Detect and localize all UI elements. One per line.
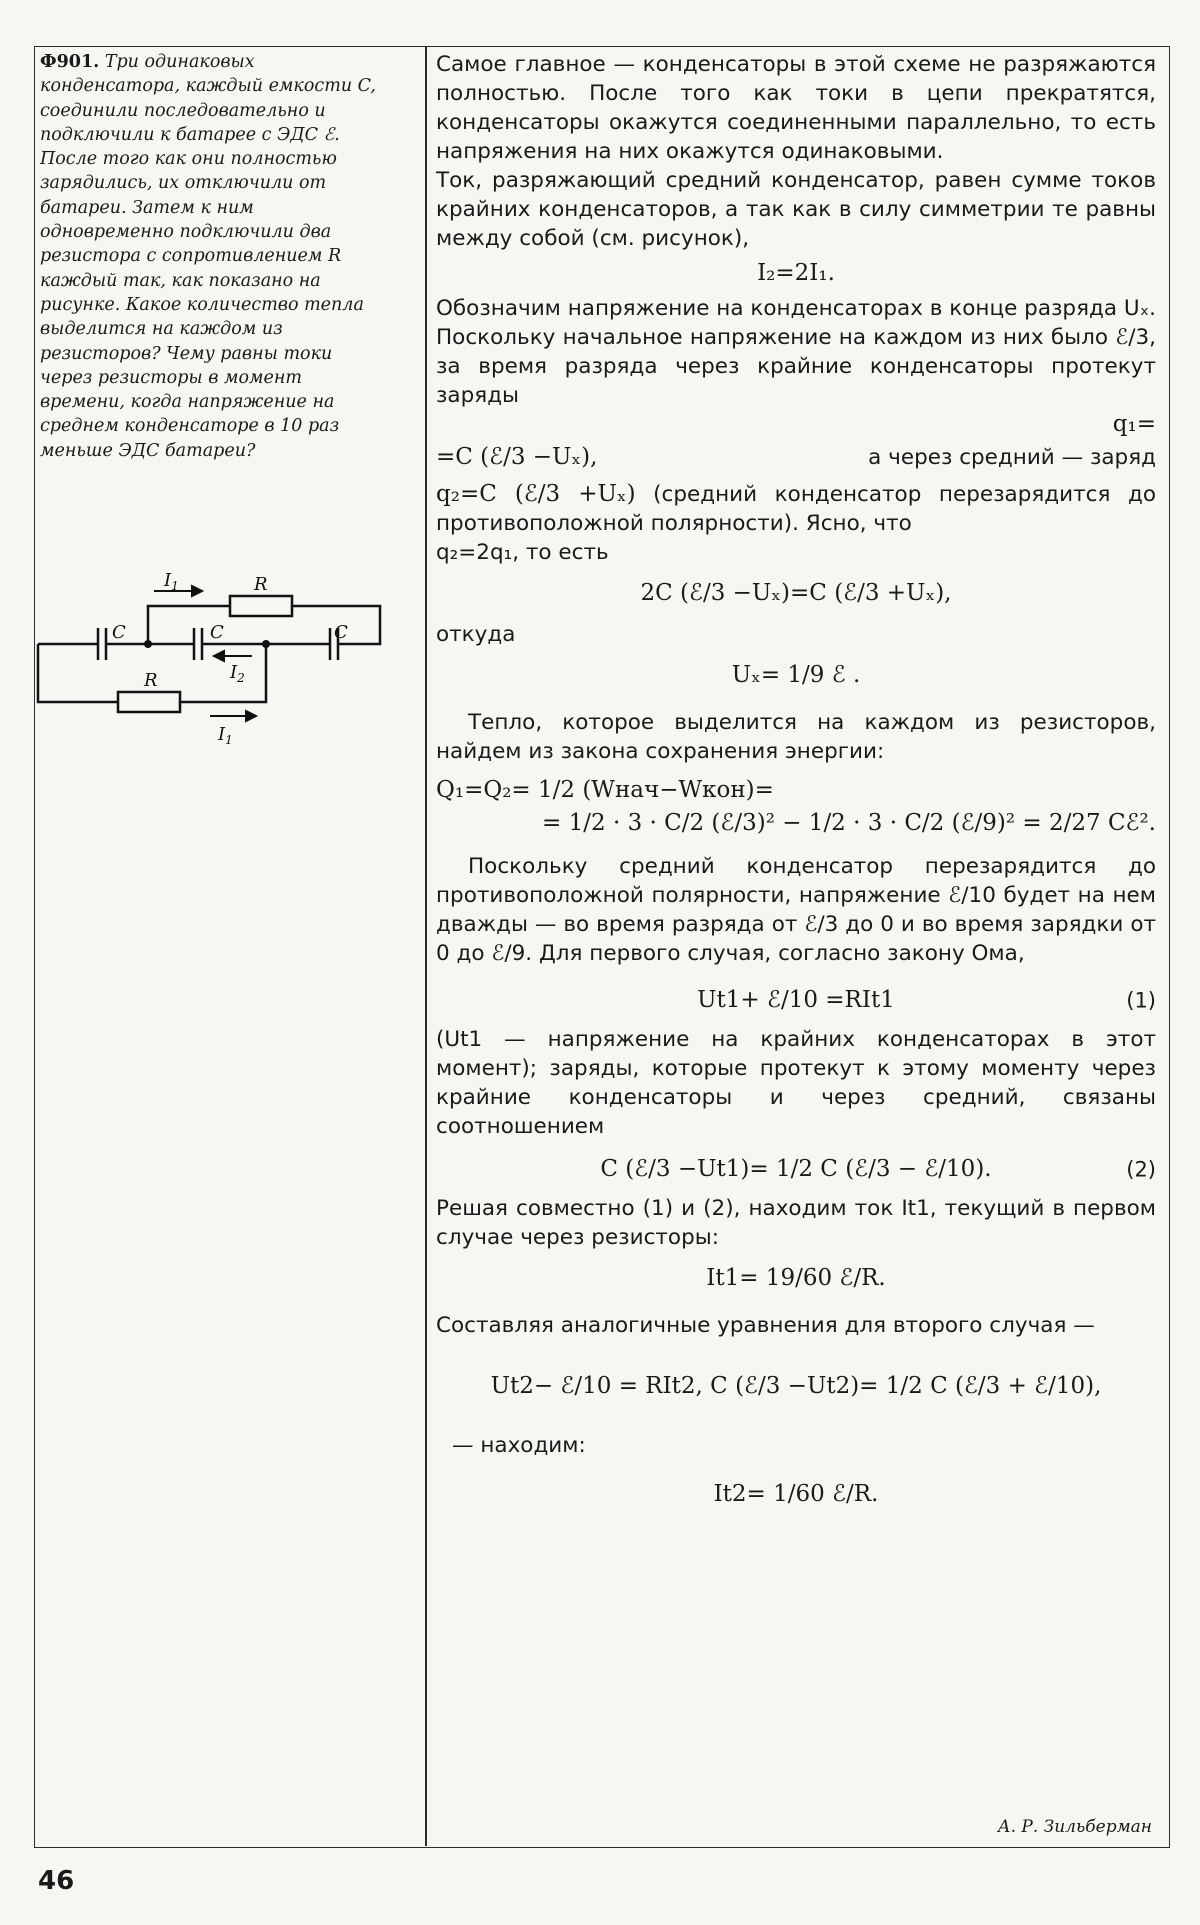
page-number: 46: [38, 1866, 75, 1896]
equation: q₁=: [1112, 411, 1156, 437]
label-i2: $I_2$: [230, 662, 245, 685]
paragraph: — находим:: [452, 1433, 586, 1458]
junction-right: [262, 640, 270, 648]
paragraph: Обозначим напряжение на конденсаторах в конце разряда Uₓ. Поскольку начальное напряжение на каждом из них было ℰ/3, за время разряда через крайние конденсаторы протекут заряды: [436, 296, 1156, 408]
paragraph: откуда: [436, 622, 516, 647]
resistor-top: [230, 596, 292, 616]
problem-text: Три одинаковых конденсатора, каждый емкости C, соединили последовательно и подключили к батарее с ЭДС ℰ. После того как они полностью зарядились, их отключили от батареи. Затем к ним одновременно подключили два резистора с сопротивлением R каждый так, как показано на рисунке. Какое количество тепла выделится на каждом из резисторов? Чему равны токи через резисторы в момент времени, когда напряжение на среднем конденсаторе в 10 раз меньше ЭДС батареи?: [40, 52, 376, 461]
arrow-i2-head: [214, 651, 224, 661]
problem-number: Ф901.: [40, 52, 100, 72]
resistor-bottom: [118, 692, 180, 712]
label-c-mid: C: [210, 622, 224, 643]
junction-left: [144, 640, 152, 648]
paragraph: Поскольку средний конденсатор перезарядится до противоположной полярности, напряжение ℰ/10 будет на нем дважды — во время разряда от ℰ/3 до 0 и во время зарядки от 0 до ℰ/9. Для первого случая, согласно закону Ома,: [436, 854, 1156, 966]
label-r-top: R: [254, 574, 268, 595]
equation: It2= 1/60 ℰ/R.: [713, 1481, 879, 1507]
equation: = 1/2 · 3 · C/2 (ℰ/3)² − 1/2 · 3 · C/2 (ℰ/9)² = 2/27 Cℰ².: [542, 810, 1156, 836]
solution: [436, 50, 1156, 1509]
problem-statement: [40, 50, 390, 463]
label-i1-top: $I_1$: [164, 570, 179, 593]
paragraph: Составляя аналогичные уравнения для второго случая —: [436, 1313, 1095, 1338]
label-c-right: C: [334, 622, 348, 643]
paragraph: а через средний — заряд: [868, 445, 1156, 470]
paragraph: Решая совместно (1) и (2), находим ток It1, текущий в первом случае через резисторы:: [436, 1196, 1156, 1250]
paragraph: Ток, разряжающий средний конденсатор, равен сумме токов крайних конденсаторов, а так как в силу симметрии те равны между собой (см. рисунок),: [436, 168, 1156, 251]
equation: Uₓ= 1/9 ℰ .: [731, 662, 861, 688]
equation: q₂=C (ℰ/3 +Uₓ): [436, 481, 636, 507]
label-r-bottom: R: [144, 670, 158, 691]
circuit-diagram: [34, 566, 394, 756]
author-signature: А. Р. Зильберман: [997, 1817, 1152, 1837]
paragraph: Самое главное — конденсаторы в этой схеме не разряжаются полностью. После того как токи в цепи прекратятся, конденсаторы окажутся соединенными параллельно, то есть напряжения на них окажутся одинаковыми.: [436, 52, 1156, 164]
equation: 2C (ℰ/3 −Uₓ)=C (ℰ/3 +Uₓ),: [640, 580, 952, 606]
equation: C (ℰ/3 −Ut1)= 1/2 C (ℰ/3 − ℰ/10). (2): [600, 1156, 1156, 1182]
arrow-i1-bottom-head: [246, 711, 256, 721]
equation: Q₁=Q₂= 1/2 (Wнач−Wкон)=: [436, 777, 774, 803]
equation: =C (ℰ/3 −Uₓ),: [436, 444, 598, 470]
equation: Ut2− ℰ/10 = RIt2, C (ℰ/3 −Ut2)= 1/2 C (ℰ/3 + ℰ/10),: [490, 1373, 1102, 1399]
arrow-i1-top-head: [192, 586, 202, 596]
paragraph: Тепло, которое выделится на каждом из резисторов, найдем из закона сохранения энергии:: [436, 710, 1156, 764]
paragraph: (Ut1 — напряжение на крайних конденсаторах в этот момент); заряды, которые протекут к этому моменту через крайние конденсаторы и через средний, связаны соотношением: [436, 1027, 1156, 1139]
label-i1-bottom: $I_1$: [218, 724, 233, 747]
column-divider: [425, 46, 427, 1846]
paragraph: q₂=2q₁, то есть: [436, 540, 609, 565]
equation: I₂=2I₁.: [757, 260, 835, 286]
label-c-left: C: [112, 622, 126, 643]
equation: It1= 19/60 ℰ/R.: [706, 1265, 886, 1291]
equation: Ut1+ ℰ/10 =RIt1 (1): [697, 987, 1156, 1013]
paragraph: (средний конденсатор перезарядится до противоположной полярности). Ясно, что: [436, 482, 1156, 536]
